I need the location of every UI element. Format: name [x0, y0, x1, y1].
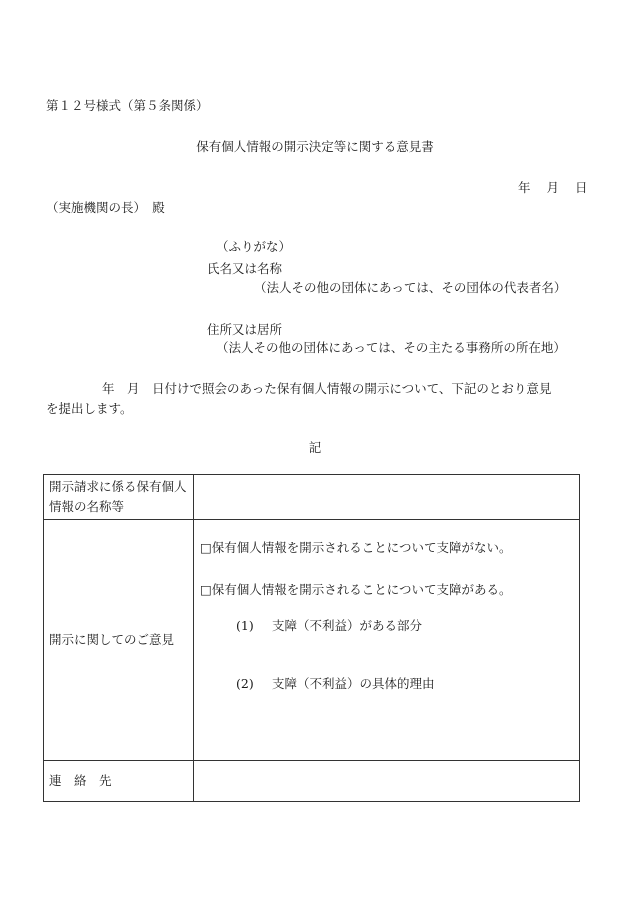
contact-field[interactable]	[194, 761, 580, 802]
sub-item-2	[236, 674, 573, 694]
sub-item-2-text: 支障（不利益）の具体的理由	[272, 676, 435, 691]
opinion-label: 開示に関してのご意見	[44, 520, 194, 761]
address-label: 住所又は居所	[207, 322, 283, 337]
opinion-table	[43, 474, 580, 802]
info-name-field[interactable]	[194, 475, 580, 520]
body-text-line2: を提出します。	[46, 401, 133, 416]
contact-label: 連 絡 先	[44, 761, 194, 802]
name-note: （法人その他の団体にあっては、その団体の代表者名）	[254, 280, 567, 295]
date-line	[518, 178, 588, 196]
option-no-hindrance[interactable]: □保有個人情報を開示されることについて支障がない。	[200, 540, 512, 555]
ki-heading: 記	[308, 440, 322, 455]
body-text-line1: 年 月 日付けで照会のあった保有個人情報の開示について、下記のとおり意見	[102, 381, 552, 396]
info-name-label: 開示請求に係る保有個人情報の名称等	[44, 475, 194, 520]
table-row	[44, 761, 580, 802]
sub-item-2-number: (2)	[236, 676, 254, 691]
document-title: 保有個人情報の開示決定等に関する意見書	[196, 139, 434, 154]
date-month: 月	[546, 180, 560, 195]
table-row	[44, 520, 580, 761]
sub-item-1-text: 支障（不利益）がある部分	[272, 618, 423, 633]
furigana-label: （ふりがな）	[216, 239, 292, 254]
sub-item-1	[236, 616, 573, 636]
sub-item-1-number: (1)	[236, 618, 254, 633]
date-day: 日	[575, 180, 588, 195]
table-row	[44, 475, 580, 520]
option-hindrance[interactable]: □保有個人情報を開示されることについて支障がある。	[200, 582, 512, 597]
date-year: 年	[518, 180, 531, 195]
name-label: 氏名又は名称	[207, 261, 283, 276]
recipient: （実施機関の長） 殿	[46, 200, 165, 215]
address-note: （法人その他の団体にあっては、その主たる事務所の所在地）	[216, 340, 566, 355]
form-number: 第１２号様式（第５条関係）	[46, 98, 209, 113]
opinion-field[interactable]	[194, 520, 580, 761]
